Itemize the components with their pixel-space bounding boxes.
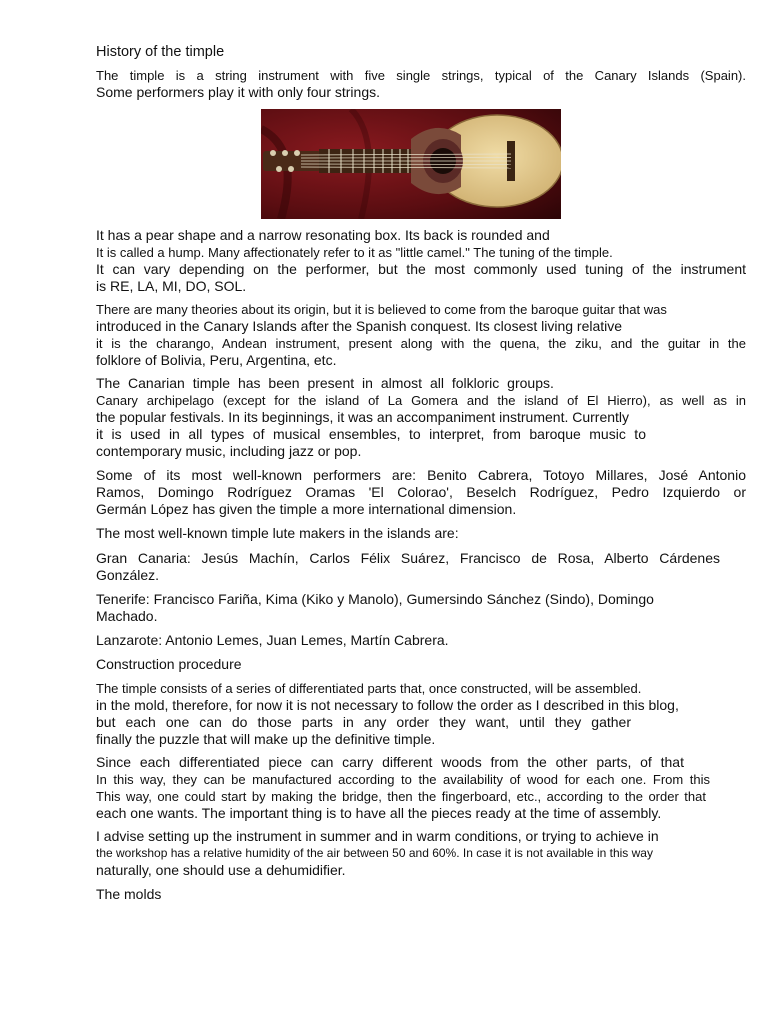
section-heading-molds <box>96 886 746 903</box>
text-line: the workshop has a relative humidity of the air between 50 and 60%. In case it is not available in this way <box>96 846 653 860</box>
paragraph-gran-canaria <box>96 550 746 584</box>
text-line: the popular festivals. In its beginnings, it was an accompaniment instrument. Currently <box>96 409 630 425</box>
text-line: There are many theories about its origin, but it is believed to come from the baroque guitar that was <box>96 302 667 317</box>
text-line: This way, one could start by making the bridge, then the fingerboard, etc., according to the order that <box>96 789 706 804</box>
text-line: Tenerife: Francisco Fariña, Kima (Kiko y Manolo), Gumersindo Sánchez (Sindo), Domingo <box>96 591 654 607</box>
text-line: folklore of Bolivia, Peru, Argentina, etc. <box>96 352 337 368</box>
text-line: Germán López has given the timple a more international dimension. <box>96 501 517 517</box>
text-line: Some of its most well-known performers are: Benito Cabrera, Totoyo Millares, José Antonio <box>96 467 746 483</box>
paragraph-intro <box>96 67 746 101</box>
text-line: it is the charango, Andean instrument, present along with the quena, the ziku, and the guitar in the <box>96 336 746 351</box>
paragraph-tenerife <box>96 591 746 625</box>
paragraph-humidity <box>96 828 746 879</box>
text-line: Ramos, Domingo Rodríguez Oramas 'El Colorao', Beselch Rodríguez, Pedro Izquierdo or <box>96 484 746 500</box>
text-line: contemporary music, including jazz or pop. <box>96 443 362 459</box>
text-line: each one wants. The important thing is to have all the pieces ready at the time of assembly. <box>96 805 662 821</box>
section-title: History of the timple <box>96 44 225 60</box>
paragraph-origin <box>96 301 746 369</box>
paragraph-parts <box>96 680 746 748</box>
text-line: finally the puzzle that will make up the definitive timple. <box>96 731 436 747</box>
text-line: I advise setting up the instrument in summer and in warm conditions, or trying to achieve in <box>96 828 659 844</box>
paragraph-presence <box>96 375 746 460</box>
timple-photo <box>261 109 561 219</box>
text-line: it is used in all types of musical ensembles, to interpret, from baroque music to <box>96 426 646 442</box>
text-line: The timple is a string instrument with five single strings, typical of the Canary Islands (Spain). <box>96 68 746 83</box>
text-line: Gran Canaria: Jesús Machín, Carlos Félix Suárez, Francisco de Rosa, Alberto Cárdenes <box>96 550 720 566</box>
text-line: Construction procedure <box>96 656 242 672</box>
timple-illustration <box>261 109 561 219</box>
text-line: is RE, LA, MI, DO, SOL. <box>96 278 247 294</box>
text-line: Lanzarote: Antonio Lemes, Juan Lemes, Martín Cabrera. <box>96 632 449 648</box>
paragraph-woods <box>96 754 746 822</box>
text-line: Since each differentiated piece can carry different woods from the other parts, of that <box>96 754 684 770</box>
text-line: Canary archipelago (except for the island of La Gomera and the island of El Hierro), as well as in <box>96 393 746 408</box>
text-line: Some performers play it with only four strings. <box>96 84 380 100</box>
text-line: In this way, they can be manufactured according to the availability of wood for each one. From this <box>96 772 710 787</box>
text-line: González. <box>96 567 160 583</box>
text-line: The most well-known timple lute makers in the islands are: <box>96 525 459 541</box>
text-line: naturally, one should use a dehumidifier. <box>96 862 346 878</box>
paragraph-performers <box>96 467 746 518</box>
text-line: The molds <box>96 886 162 902</box>
text-line: It is called a hump. Many affectionately refer to it as "little camel." The tuning of the timple. <box>96 245 613 260</box>
text-line: in the mold, therefore, for now it is not necessary to follow the order as I described in this blog, <box>96 697 679 713</box>
text-line: The Canarian timple has been present in almost all folkloric groups. <box>96 375 554 391</box>
paragraph-luthiers-intro <box>96 525 746 542</box>
text-line: The timple consists of a series of differentiated parts that, once constructed, will be assembled. <box>96 681 642 696</box>
text-line: It can vary depending on the performer, but the most commonly used tuning of the instrument <box>96 261 746 277</box>
text-line: It has a pear shape and a narrow resonating box. Its back is rounded and <box>96 227 550 243</box>
text-line: introduced in the Canary Islands after the Spanish conquest. Its closest living relative <box>96 318 623 334</box>
text-line: Machado. <box>96 608 158 624</box>
document-page <box>96 40 746 903</box>
figure <box>96 109 746 221</box>
text-line: but each one can do those parts in any order they want, until they gather <box>96 714 631 730</box>
paragraph-lanzarote <box>96 632 746 649</box>
section-heading-construction <box>96 656 746 673</box>
paragraph-shape <box>96 227 746 295</box>
